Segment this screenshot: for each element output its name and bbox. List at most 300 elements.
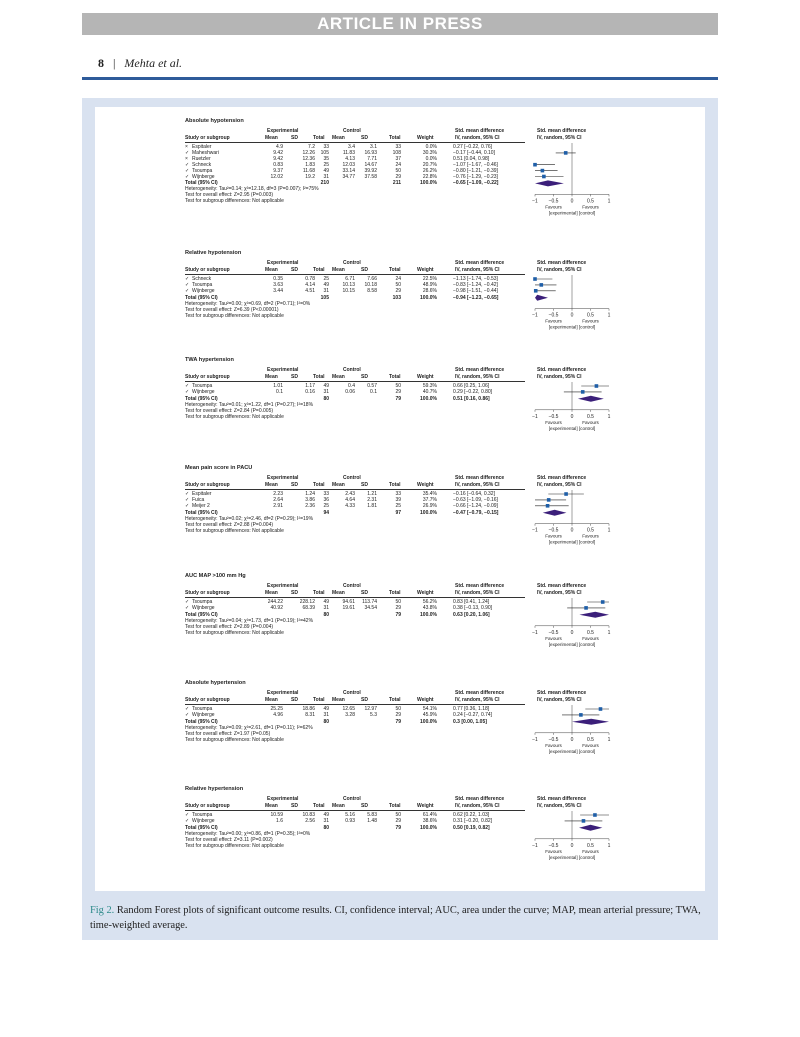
ci-value: −0.83 [−1.24, −0.42] (453, 281, 498, 288)
total-label: Total (95% CI) (185, 180, 218, 187)
total-weight: 100.0% (420, 611, 437, 618)
overall-effect-text: Test for overall effect: Z=2.89 (P=0.004) (185, 623, 274, 630)
tick-label: −1 (532, 413, 538, 420)
tick-label: 0 (570, 527, 574, 534)
iv-header: IV, random, 95% CI (455, 590, 500, 596)
exp-total: 31 (323, 388, 329, 395)
exp-sd: 7.2 (308, 144, 315, 150)
ci-value: −0.66 [−1.24, −0.09] (453, 502, 498, 509)
total-ci: 0.63 [0.20, 1.06] (453, 611, 490, 618)
figure-caption (82, 903, 718, 933)
exp-sd: 4.51 (305, 287, 315, 294)
exp-total-header: Total (313, 135, 325, 141)
exp-sd-header: SD (291, 803, 298, 809)
tick-label: 0.5 (587, 842, 594, 849)
exp-total: 33 (323, 491, 329, 497)
study-header: Study or subgroup (185, 803, 230, 809)
total-label: Total (95% CI) (185, 294, 218, 301)
article-in-press-banner: ARTICLE IN PRESS (82, 13, 718, 35)
exp-mean: 12.02 (270, 173, 283, 180)
tick-label: 1 (607, 629, 611, 636)
ctrl-sd: 34.54 (364, 604, 377, 611)
exp-mean: 40.92 (270, 604, 283, 611)
ctrl-total: 29 (395, 388, 401, 395)
ci-value: −0.63 [−1.09, −0.16] (453, 496, 498, 503)
study-marker (579, 713, 583, 717)
ctrl-total: 50 (395, 383, 401, 389)
ctrl-mean: 10.15 (342, 287, 355, 294)
total-weight: 100.0% (420, 395, 437, 402)
ctrl-total: 29 (395, 711, 401, 718)
exp-sd: 11.68 (302, 167, 315, 174)
ctrl-mean: 5.16 (345, 812, 355, 818)
panel-title: Absolute hypertension (185, 680, 246, 686)
subgroup-text: Test for subgroup differences: Not applicable (185, 527, 284, 534)
weight: 0.0% (425, 144, 437, 150)
exp-mean-header: Mean (265, 697, 278, 703)
header-rule (185, 274, 525, 275)
exp-mean: 1.01 (273, 383, 283, 389)
exp-total: 49 (323, 281, 329, 288)
study-marker (601, 600, 605, 604)
pooled-diamond (535, 180, 564, 186)
experimental-header: Experimental (267, 475, 299, 481)
ctrl-mean: 0.4 (348, 383, 355, 389)
ci-value: 0.29 [−0.22, 0.80] (453, 388, 493, 395)
ci-value: 0.83 [0.41, 1.24] (453, 599, 490, 605)
weight-header: Weight (417, 803, 434, 809)
ctrl-mean: 11.83 (342, 149, 355, 156)
ctrl-mean-header: Mean (332, 590, 345, 596)
study-marker (533, 277, 537, 281)
tick-label: 0.5 (587, 527, 594, 534)
exp-mean-header: Mean (265, 482, 278, 488)
ctrl-total-n: 79 (395, 718, 401, 725)
weight: 26.9% (422, 502, 437, 509)
panel-title: AUC MAP >100 mm Hg (185, 573, 246, 579)
subgroup-text: Test for subgroup differences: Not applicable (185, 413, 284, 420)
tick-label: 0 (570, 312, 574, 319)
favours-left-label: Favours (545, 635, 562, 641)
total-weight: 100.0% (420, 294, 437, 301)
overall-effect-text: Test for overall effect: Z=2.95 (P=0.003) (185, 192, 274, 199)
exp-total-header: Total (313, 803, 325, 809)
total-ci: 0.50 [0.19, 0.82] (453, 824, 490, 831)
panel-title: Absolute hypotension (185, 118, 244, 124)
total-label: Total (95% CI) (185, 509, 218, 516)
study-marker (564, 492, 568, 496)
header-rule (185, 704, 525, 705)
ctrl-total: 29 (395, 604, 401, 611)
weight: 43.8% (422, 604, 437, 611)
study-header: Study or subgroup (185, 267, 230, 273)
pooled-diamond (543, 510, 567, 516)
ctrl-total: 29 (395, 287, 401, 294)
study-name: Wijnberge (192, 287, 215, 294)
ctrl-total: 24 (395, 276, 401, 282)
study-marker (595, 384, 599, 388)
overall-effect-text: Test for overall effect: Z=2.88 (P=0.004) (185, 521, 274, 528)
weight: 28.6% (422, 287, 437, 294)
tick-label: 1 (607, 842, 611, 849)
ctrl-sd: 1.21 (367, 491, 377, 497)
exp-sd: 3.86 (305, 496, 315, 503)
heterogeneity-text: Heterogeneity: Tau²=0.00; χ²=0.86, df=1 (P=0.35); I²=0% (185, 830, 311, 837)
row-mark: × (185, 155, 188, 162)
ctrl-mean: 94.61 (342, 599, 355, 605)
study-header: Study or subgroup (185, 697, 230, 703)
study-name: Schneck (192, 161, 212, 168)
exp-mean: 2.64 (273, 496, 283, 503)
exp-total: 49 (323, 383, 329, 389)
study-marker (584, 606, 588, 610)
study-name: Wijnberge (192, 711, 215, 718)
weight: 35.4% (422, 491, 437, 497)
exp-mean: 4.9 (276, 144, 283, 150)
ci-value: 0.62 [0.22, 1.03] (453, 812, 490, 818)
weight: 48.9% (422, 281, 437, 288)
study-name: Tsoumpa (192, 167, 213, 174)
row-mark: ✓ (185, 604, 190, 611)
subgroup-text: Test for subgroup differences: Not applicable (185, 842, 284, 849)
exp-sd: 1.17 (305, 383, 315, 389)
total-ci: −0.65 [−1.09, −0.22] (453, 180, 499, 187)
iv-header: IV, random, 95% CI (455, 803, 500, 809)
tick-label: −1 (532, 842, 538, 849)
ctrl-sd: 1.81 (367, 502, 377, 509)
tick-label: 0.5 (587, 629, 594, 636)
total-label: Total (95% CI) (185, 824, 218, 831)
weight-header: Weight (417, 590, 434, 596)
study-marker (599, 707, 603, 711)
exp-mean: 9.42 (273, 149, 283, 156)
exp-mean: 0.1 (276, 388, 283, 395)
forest-plot (529, 465, 623, 556)
ctrl-total-header: Total (389, 135, 401, 141)
heterogeneity-text: Heterogeneity: Tau²=0.00; χ²=0.69, df=2 (P=0.71); I²=0% (185, 300, 311, 307)
ctrl-total-n: 79 (395, 395, 401, 402)
exp-total: 25 (323, 502, 329, 509)
subgroup-text: Test for subgroup differences: Not applicable (185, 198, 284, 205)
favours-right-label: Favours (582, 635, 599, 641)
tick-label: 0 (570, 629, 574, 636)
exp-sd-header: SD (291, 697, 298, 703)
ctrl-total: 108 (392, 149, 401, 156)
exp-total: 25 (323, 161, 329, 168)
ctrl-total-header: Total (389, 803, 401, 809)
smd-plot-header: Std. mean difference (537, 690, 587, 696)
ctrl-sd: 14.67 (364, 161, 377, 168)
study-name: Fuica (192, 496, 205, 503)
ctrl-total: 50 (395, 167, 401, 174)
ctrl-sd: 0.1 (370, 388, 377, 395)
favours-right-label: Favours (582, 204, 599, 210)
exp-total-n: 105 (320, 294, 329, 301)
forest-plot (529, 357, 623, 442)
exp-total: 49 (323, 812, 329, 818)
total-weight: 100.0% (420, 180, 437, 187)
study-marker (541, 169, 545, 173)
experimental-header: Experimental (267, 260, 299, 266)
study-name: Tsoumpa (192, 383, 213, 389)
ctrl-sd-header: SD (361, 374, 368, 380)
exp-mean: 9.37 (273, 167, 283, 174)
ctrl-mean-header: Mean (332, 374, 345, 380)
exp-mean: 2.91 (273, 502, 283, 509)
ctrl-mean: 33.14 (342, 167, 355, 174)
favours-right-label: Favours (582, 419, 599, 425)
iv-header: IV, random, 95% CI (455, 135, 500, 141)
exp-mean-header: Mean (265, 374, 278, 380)
ctrl-mean-header: Mean (332, 697, 345, 703)
favours-groups-label: [experimental] [control] (548, 425, 596, 431)
pooled-diamond (579, 825, 602, 831)
ci-value: 0.51 [0.04, 0.98] (453, 155, 490, 162)
ctrl-mean-header: Mean (332, 135, 345, 141)
tick-label: 0.5 (587, 198, 594, 205)
favours-right-label: Favours (582, 318, 599, 324)
exp-total: 49 (323, 706, 329, 712)
tick-label: 1 (607, 527, 611, 534)
exp-mean-header: Mean (265, 135, 278, 141)
study-name: Ruetzler (192, 155, 211, 162)
total-label: Total (95% CI) (185, 395, 218, 402)
study-marker (546, 504, 550, 508)
exp-mean: 4.96 (273, 711, 283, 718)
smd-header: Std. mean difference (455, 796, 505, 802)
smd-header: Std. mean difference (455, 690, 505, 696)
exp-sd: 12.36 (302, 155, 315, 162)
favours-groups-label: [experimental] [control] (548, 210, 596, 216)
heterogeneity-text: Heterogeneity: Tau²=0.09; χ²=2.61, df=1 (P=0.11); I²=62% (185, 724, 313, 731)
ctrl-total: 29 (395, 173, 401, 180)
exp-sd: 228.12 (299, 599, 315, 605)
smd-header: Std. mean difference (455, 475, 505, 481)
running-authors: Mehta et al. (124, 56, 183, 70)
tick-label: 1 (607, 413, 611, 420)
forest-plot (529, 250, 623, 341)
ctrl-total: 37 (395, 155, 401, 162)
exp-mean: 3.63 (273, 281, 283, 288)
exp-total-n: 80 (323, 718, 329, 725)
smd-plot-header: Std. mean difference (537, 796, 587, 802)
forest-plot (529, 118, 623, 226)
iv-header: IV, random, 95% CI (455, 697, 500, 703)
experimental-header: Experimental (267, 583, 299, 589)
pooled-diamond (535, 295, 548, 301)
exp-total: 105 (320, 149, 329, 156)
exp-total: 35 (323, 155, 329, 162)
iv-header: IV, random, 95% CI (455, 267, 500, 273)
weight-header: Weight (417, 135, 434, 141)
header-rule (82, 77, 718, 80)
figure-number: Fig 2. (90, 905, 115, 916)
favours-left-label: Favours (545, 533, 562, 539)
exp-total: 49 (323, 599, 329, 605)
iv-plot-header: IV, random, 95% CI (537, 590, 582, 596)
iv-header: IV, random, 95% CI (455, 482, 500, 488)
weight: 40.7% (422, 388, 437, 395)
panel-title: TWA hypertension (185, 357, 234, 363)
subgroup-text: Test for subgroup differences: Not applicable (185, 312, 284, 319)
forest-plot (529, 786, 623, 871)
favours-right-label: Favours (582, 848, 599, 854)
ctrl-total: 33 (395, 144, 401, 150)
row-mark: ✓ (185, 491, 190, 497)
exp-sd: 12.26 (302, 149, 315, 156)
exp-sd: 1.83 (305, 161, 315, 168)
iv-plot-header: IV, random, 95% CI (537, 803, 582, 809)
exp-mean-header: Mean (265, 590, 278, 596)
study-name: Maheshwari (192, 149, 219, 156)
ci-value: 0.24 [−0.27, 0.74] (453, 711, 493, 718)
ctrl-sd: 5.3 (370, 711, 377, 718)
tick-label: −1 (532, 527, 538, 534)
weight: 59.3% (422, 383, 437, 389)
row-mark: ✓ (185, 161, 190, 168)
ctrl-total: 50 (395, 812, 401, 818)
pooled-diamond (572, 719, 609, 725)
ci-value: −0.16 [−0.64, 0.32] (453, 491, 495, 497)
ctrl-total-n: 211 (392, 180, 401, 187)
ctrl-total: 50 (395, 281, 401, 288)
favours-left-label: Favours (545, 204, 562, 210)
tick-label: 0 (570, 413, 574, 420)
row-mark: ✓ (185, 167, 190, 174)
total-ci: 0.51 [0.16, 0.86] (453, 395, 490, 402)
favours-groups-label: [experimental] [control] (548, 854, 596, 860)
ctrl-sd-header: SD (361, 267, 368, 273)
exp-sd: 18.86 (302, 706, 315, 712)
control-header: Control (343, 367, 361, 373)
iv-plot-header: IV, random, 95% CI (537, 374, 582, 380)
ctrl-mean: 3.28 (345, 711, 355, 718)
control-header: Control (343, 690, 361, 696)
ctrl-total: 50 (395, 599, 401, 605)
weight: 22.8% (422, 173, 437, 180)
ctrl-sd-header: SD (361, 590, 368, 596)
ctrl-mean: 4.33 (345, 502, 355, 509)
exp-total-header: Total (313, 697, 325, 703)
row-mark: ✓ (185, 281, 190, 288)
favours-left-label: Favours (545, 742, 562, 748)
weight-header: Weight (417, 482, 434, 488)
row-mark: ✓ (185, 711, 190, 718)
study-name: Tsoumpa (192, 706, 213, 712)
study-name: Tsoumpa (192, 281, 213, 288)
ctrl-mean: 10.13 (342, 281, 355, 288)
exp-total-header: Total (313, 482, 325, 488)
ci-value: −1.07 [−1.67, −0.46] (453, 161, 498, 168)
tick-label: −0.5 (548, 736, 559, 743)
study-marker (534, 289, 538, 293)
exp-sd: 4.14 (305, 281, 315, 288)
exp-total-n: 210 (320, 180, 329, 187)
ctrl-sd-header: SD (361, 803, 368, 809)
study-header: Study or subgroup (185, 374, 230, 380)
weight: 45.9% (422, 711, 437, 718)
study-name: Wijnberge (192, 604, 215, 611)
exp-mean: 1.6 (276, 817, 283, 824)
study-marker (547, 498, 551, 502)
overall-effect-text: Test for overall effect: Z=6.39 (P<0.00001) (185, 306, 279, 313)
row-mark: ✓ (185, 287, 190, 294)
weight: 20.7% (422, 161, 437, 168)
exp-total: 49 (323, 167, 329, 174)
row-mark: ✓ (185, 388, 190, 395)
ctrl-total-header: Total (389, 267, 401, 273)
total-ci: 0.3 [0.00, 1.05] (453, 718, 487, 725)
ctrl-mean: 34.77 (342, 173, 355, 180)
ctrl-total: 33 (395, 491, 401, 497)
tick-label: −1 (532, 198, 538, 205)
ctrl-mean: 4.13 (345, 155, 355, 162)
caption-text: Random Forest plots of significant outcome results. CI, confidence interval; AUC, area under the curve; MAP, mean arterial pressure; TWA, time-weighted average. (90, 905, 701, 931)
panel-title: Mean pain score in PACU (185, 465, 253, 471)
ci-value: −1.13 [−1.74, −0.53] (453, 276, 498, 282)
tick-label: 1 (607, 312, 611, 319)
weight: 54.1% (422, 706, 437, 712)
subgroup-text: Test for subgroup differences: Not applicable (185, 629, 284, 636)
exp-mean: 3.44 (273, 287, 283, 294)
panel-title: Relative hypertension (185, 786, 244, 792)
row-mark: ✓ (185, 173, 190, 180)
ci-value: −0.17 [−0.44, 0.10] (453, 149, 495, 156)
smd-plot-header: Std. mean difference (537, 260, 587, 266)
exp-total: 36 (323, 496, 329, 503)
tick-label: −0.5 (548, 527, 559, 534)
ctrl-mean-header: Mean (332, 803, 345, 809)
ci-value: 0.31 [−0.20, 0.82] (453, 817, 493, 824)
header-rule (185, 142, 525, 143)
favours-groups-label: [experimental] [control] (548, 539, 596, 545)
experimental-header: Experimental (267, 796, 299, 802)
favours-groups-label: [experimental] [control] (548, 641, 596, 647)
row-mark: ✓ (185, 276, 190, 282)
smd-header: Std. mean difference (455, 128, 505, 134)
ctrl-sd: 16.93 (364, 149, 377, 156)
tick-label: −0.5 (548, 198, 559, 205)
ctrl-total-n: 97 (395, 509, 401, 516)
exp-sd: 2.36 (305, 502, 315, 509)
exp-total-n: 80 (323, 395, 329, 402)
exp-sd: 8.31 (305, 711, 315, 718)
exp-mean: 25.25 (270, 706, 283, 712)
ctrl-total-header: Total (389, 374, 401, 380)
study-marker (542, 175, 546, 179)
experimental-header: Experimental (267, 367, 299, 373)
study-name: Wijnberge (192, 173, 215, 180)
ctrl-sd-header: SD (361, 697, 368, 703)
exp-total: 31 (323, 711, 329, 718)
study-marker (564, 151, 568, 155)
study-name: Espitaler (192, 144, 212, 150)
overall-effect-text: Test for overall effect: Z=2.84 (P=0.005) (185, 407, 274, 414)
exp-sd: 0.16 (305, 388, 315, 395)
exp-total: 33 (323, 144, 329, 150)
subgroup-text: Test for subgroup differences: Not applicable (185, 736, 284, 743)
iv-plot-header: IV, random, 95% CI (537, 135, 582, 141)
ci-value: 0.27 [−0.22, 0.76] (453, 144, 493, 150)
exp-sd-header: SD (291, 135, 298, 141)
exp-mean: 0.83 (273, 161, 283, 168)
study-name: Meijer 2 (192, 502, 210, 509)
tick-label: 0.5 (587, 413, 594, 420)
control-header: Control (343, 475, 361, 481)
study-marker (539, 283, 543, 287)
smd-plot-header: Std. mean difference (537, 475, 587, 481)
ctrl-total: 24 (395, 161, 401, 168)
